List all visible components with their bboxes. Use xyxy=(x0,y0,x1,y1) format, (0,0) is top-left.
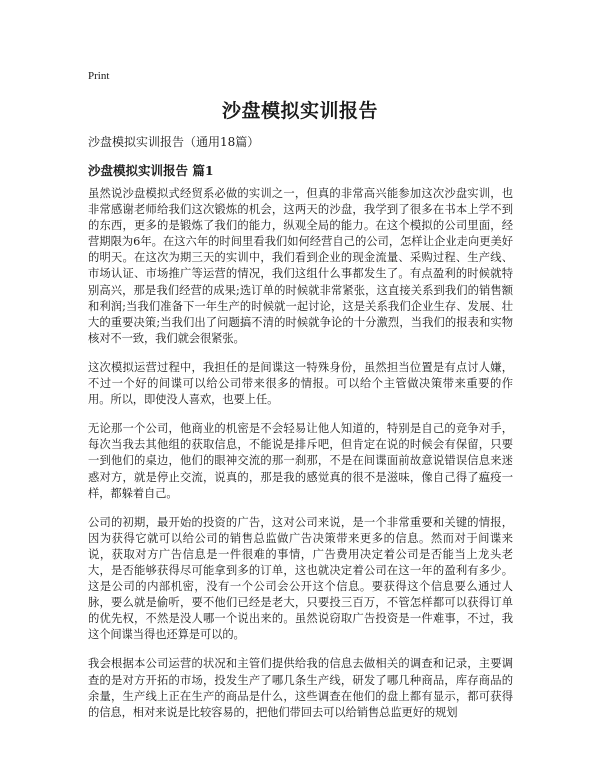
paragraph: 这次模拟运营过程中，我担任的是间谍这一特殊身份，虽然担当位置是有点讨人嫌，不过一个好的间谍可以给公司带来很多的情报。可以给个主管做决策带来重要的作用。所以，即使没人喜欢，也要上任。 xyxy=(88,360,513,407)
paragraph: 公司的初期，最开始的投资的广告，这对公司来说，是一个非常重要和关键的情报，因为获得它就可以给公司的销售总监做广告决策带来更多的信息。然而对于间谍来说，获取对方广告信息是一件很难的事情，广告费用决定着公司是否能当上龙头老大，是否能够获得尽可能拿到多的订单，这也就决定着公司在这一年的盈利有多少。这是公司的内部机密，没有一个公司会公开这个信息。要获得这个信息要么通过人脉，要么就是偷听，要不他们已经是老大，只要投三百万，不管怎样都可以获得订单的优先权，不然是没人哪一个说出来的。虽然说窃取广告投资是一件难事，不过，我这个间谍当得也还算是可以的。 xyxy=(88,515,513,642)
document-subtitle: 沙盘模拟实训报告（通用18篇） xyxy=(88,135,260,149)
article-body xyxy=(88,186,513,734)
page-title: 沙盘模拟实训报告 xyxy=(221,100,378,122)
print-label: Print xyxy=(88,70,110,82)
section-heading: 沙盘模拟实训报告 篇1 xyxy=(88,163,214,178)
paragraph: 我会根据本公司运营的状况和主管们提供给我的信息去做相关的调查和记录，主要调查的是对方开拓的市场，投发生产了哪几条生产线，研发了哪几种商品，库存商品的余量，生产线上正在生产的商品是什么，这些调查在他们的盘上都有显示，都可获得的信息，相对来说是比较容易的，把他们带回去可以给销售总监更好的规划 xyxy=(88,657,513,719)
paragraph: 无论那一个公司，他商业的机密是不会轻易让他人知道的，特别是自己的竞争对手，每次当我去其他组的获取信息，不能说是排斥吧，但肯定在说的时候会有保留，只要一到他们的桌边，他们的眼神交流的那一刹那，不是在间谍面前故意说错误信息来迷惑对方，就是停止交流，说真的，那是我的感觉真的很不是滋味，像自己得了瘟疫一样，都躲着自己。 xyxy=(88,422,513,500)
paragraph: 虽然说沙盘模拟式经贸系必做的实训之一，但真的非常高兴能参加这次沙盘实训，也非常感谢老师给我们这次锻炼的机会，这两天的沙盘，我学到了很多在书本上学不到的东西，更多的是锻炼了我们的能力，纵观全局的能力。在这个模拟的公司里面，经营期限为6年。在这六年的时间里看我们如何经营自己的公司，怎样让企业走向更美好的明天。在这次为期三天的实训中，我们看到企业的现金流量、采购过程、生产线、市场认证、市场推广等运营的情况，我们这组什么事都发生了。有点盈利的时候就特别高兴，那是我们经营的成果;选订单的时候就非常紧张，这直接关系到我们的销售额和利润;当我们准备下一年生产的时候就一起讨论，这是关系我们企业生存、发展、壮大的重要决策;当我们出了问题搞不清的时候就争论的十分激烈，当我们的报表和实物核对不一致，我们就会很紧张。 xyxy=(88,187,513,345)
